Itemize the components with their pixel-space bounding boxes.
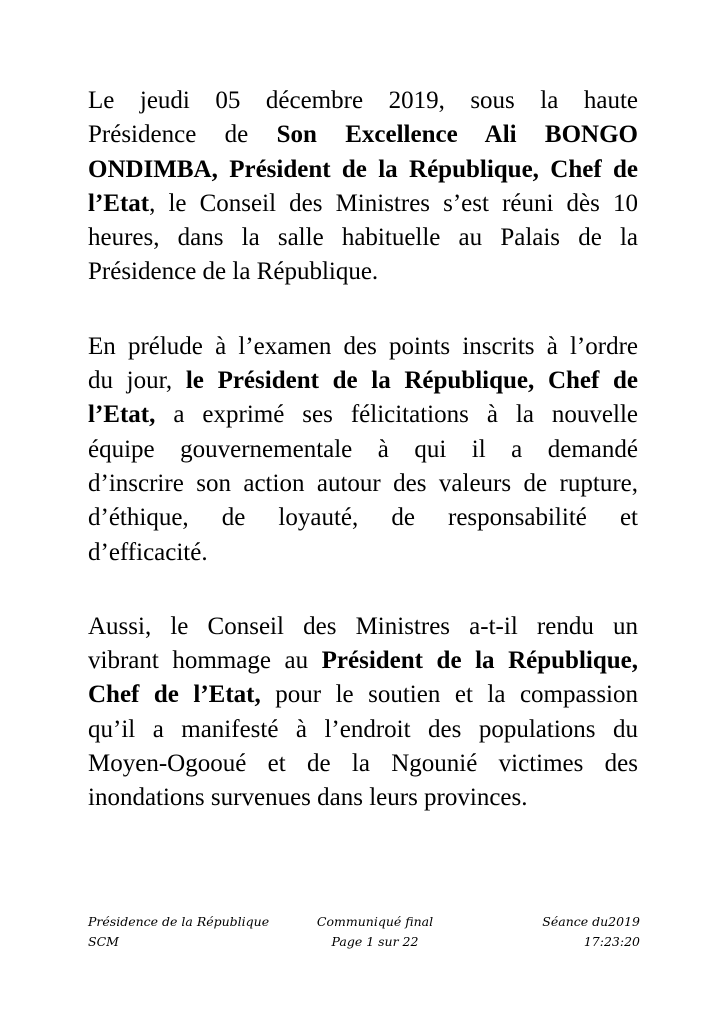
text-run: inondations survenues dans leurs provinces. (88, 784, 528, 812)
text-line (88, 781, 638, 815)
text-line (88, 678, 638, 712)
text-line (88, 153, 638, 187)
text-line (88, 84, 638, 118)
text-run: d’éthique, de loyauté, de responsabilité et (88, 504, 638, 532)
text-line (88, 610, 638, 644)
paragraph-2 (88, 330, 638, 570)
text-run: Moyen-Ogooué et de la Ngounié victimes des (88, 750, 638, 778)
footer-left (88, 912, 269, 952)
footer-issuer: Présidence de la République (88, 914, 270, 929)
text-run: qu’il a manifesté à l’endroit des populations du (88, 715, 638, 743)
text-run: équipe gouvernementale à qui il a demandé (88, 435, 638, 463)
bold-text-run: l’Etat (88, 189, 150, 217)
text-run: , le Conseil des Ministres s’est réuni dès 10 (149, 189, 638, 217)
text-run: a exprimé ses félicitations à la nouvelle (155, 401, 638, 429)
text-run: heures, dans la salle habituelle au Palais de la (88, 224, 638, 252)
text-line (88, 644, 638, 678)
bold-text-run: le Président de la République, Chef de (185, 367, 638, 395)
text-line (88, 187, 638, 221)
page-footer (88, 912, 640, 956)
footer-time: 17:23:20 (583, 934, 640, 949)
text-run: En prélude à l’examen des points inscrits à l’ordre (88, 332, 638, 360)
text-run: Présidence de la République. (88, 258, 379, 286)
text-line (88, 255, 638, 289)
text-run: vibrant hommage au (88, 647, 322, 675)
footer-department: SCM (88, 934, 119, 949)
paragraph-3 (88, 610, 638, 816)
text-run: pour le soutien et la compassion (260, 681, 638, 709)
paragraph-1 (88, 84, 638, 290)
text-line (88, 364, 638, 398)
text-run: d’inscrire son action autour des valeurs de rupture, (88, 469, 638, 497)
text-line (88, 398, 638, 432)
text-run: Aussi, le Conseil des Ministres a-t-il rendu un (88, 612, 638, 640)
footer-session: Séance du2019 (542, 914, 640, 929)
text-line (88, 501, 638, 535)
bold-text-run: Président de la République, (321, 647, 638, 675)
text-run: Le jeudi 05 décembre 2019, sous la haute (88, 87, 638, 114)
footer-page-number: Page 1 sur 22 (331, 934, 419, 949)
text-line (88, 221, 638, 255)
footer-right (542, 912, 640, 952)
bold-text-run: Son Excellence Ali BONGO (276, 121, 638, 149)
document-body (88, 84, 638, 856)
text-line (88, 713, 638, 747)
text-line (88, 467, 638, 501)
text-run: Présidence de (88, 121, 277, 149)
bold-text-run: l’Etat, (88, 401, 156, 429)
text-run: du jour, (88, 367, 186, 395)
text-line (88, 536, 638, 570)
bold-text-run: Chef de l’Etat, (88, 681, 261, 709)
bold-text-run: ONDIMBA, Président de la République, Chef de (88, 155, 638, 183)
text-line (88, 433, 638, 467)
footer-doc-title: Communiqué final (316, 914, 434, 929)
text-line (88, 118, 638, 152)
footer-center (310, 912, 440, 952)
text-line (88, 747, 638, 781)
text-run: d’efficacité. (88, 538, 208, 566)
text-line (88, 330, 638, 364)
